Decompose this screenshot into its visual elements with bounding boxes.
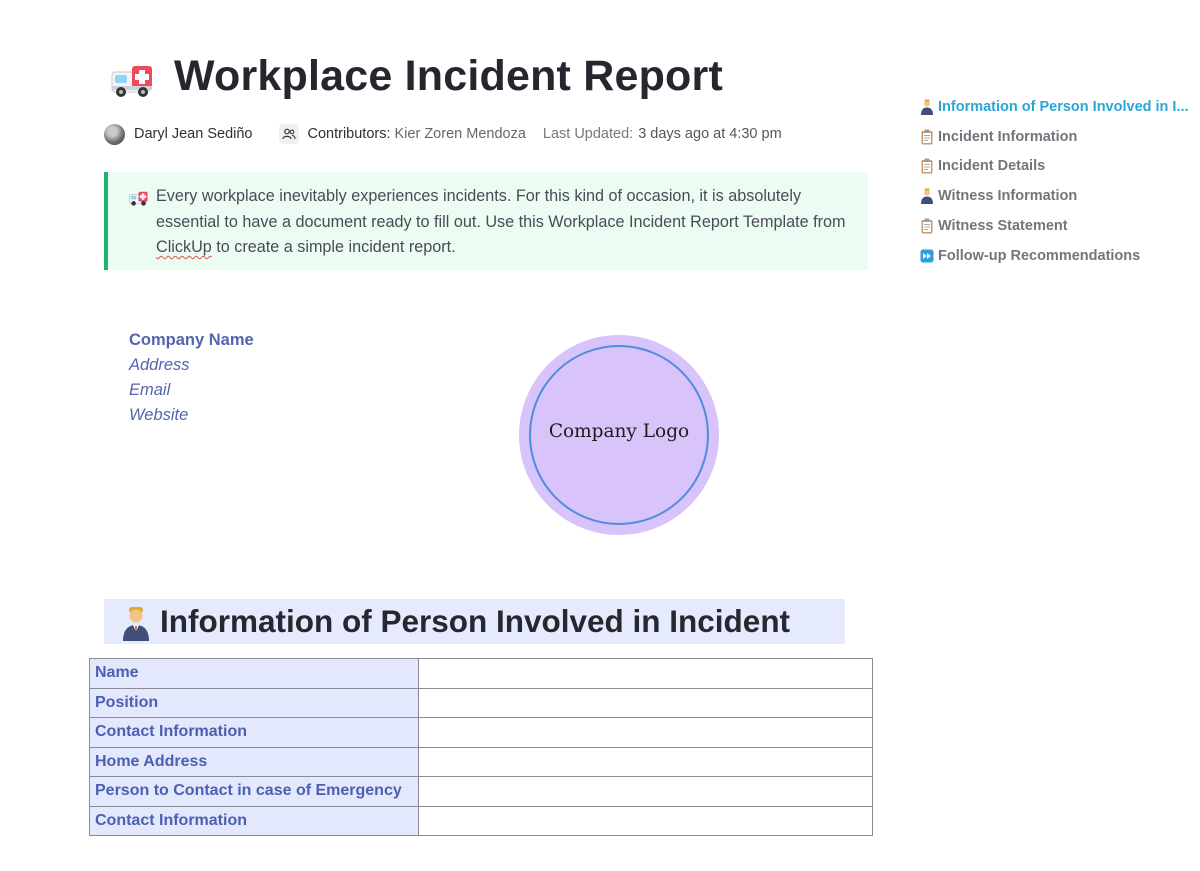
toc-label: Witness Statement [938, 218, 1068, 235]
row-label: Position [90, 688, 419, 718]
row-value-cell[interactable] [419, 659, 873, 689]
company-address: Address [129, 356, 190, 374]
row-value-cell[interactable] [419, 747, 873, 777]
toc-item-incident-details[interactable] [920, 152, 1200, 182]
clickup-link[interactable]: ClickUp [156, 238, 212, 256]
person-info-table [89, 658, 873, 836]
table-row [90, 688, 873, 718]
toc-item-witness-statement[interactable] [920, 211, 1200, 241]
section-title: Information of Person Involved in Incident [160, 603, 791, 639]
person-icon [920, 99, 934, 115]
table-row [90, 718, 873, 748]
row-label: Home Address [90, 747, 419, 777]
toc-item-incident-information[interactable] [920, 122, 1200, 152]
last-updated-label: Last Updated: [542, 126, 634, 142]
row-value-cell[interactable] [419, 806, 873, 836]
toc-item-follow-up-recommendations[interactable] [920, 241, 1200, 271]
toc-item-person-involved[interactable] [920, 92, 1200, 122]
contributors-names[interactable]: Kier Zoren Mendoza [394, 126, 526, 142]
person-icon [920, 188, 934, 204]
callout-text [156, 184, 856, 261]
row-label: Person to Contact in case of Emergency [90, 777, 419, 807]
row-value-cell[interactable] [419, 777, 873, 807]
row-label: Name [90, 659, 419, 689]
toc-label: Witness Information [938, 188, 1078, 205]
company-email: Email [129, 381, 171, 399]
ambulance-icon [128, 189, 150, 207]
table-of-contents [920, 92, 1200, 271]
toc-label: Information of Person Involved in I... [938, 98, 1189, 115]
logo-text: Company Logo [548, 421, 690, 442]
author-name[interactable]: Daryl Jean Sediño [134, 126, 253, 142]
callout-text-start: Every workplace inevitably experiences incidents. For this kind of occasion, it is absolutely essential to have a document ready to fill out. Use this Workplace Incident Report Template from [156, 187, 846, 231]
clipboard-icon [920, 129, 934, 145]
company-name: Company Name [129, 331, 254, 349]
table-row [90, 747, 873, 777]
contributors-label: Contributors: [307, 126, 391, 142]
page-title: Workplace Incident Report [174, 52, 723, 100]
contributors-icon [279, 124, 299, 144]
intro-callout [104, 172, 868, 270]
toc-item-witness-information[interactable] [920, 181, 1200, 211]
company-logo [519, 335, 719, 535]
row-value-cell[interactable] [419, 688, 873, 718]
row-label: Contact Information [90, 806, 419, 836]
section-heading [104, 599, 845, 644]
table-row [90, 777, 873, 807]
callout-text-end: to create a simple incident report. [211, 238, 456, 256]
row-label: Contact Information [90, 718, 419, 748]
clipboard-icon [920, 218, 934, 234]
company-website: Website [129, 406, 189, 424]
toc-label: Incident Information [938, 128, 1078, 145]
toc-label: Follow-up Recommendations [938, 247, 1141, 264]
fast-forward-icon [920, 248, 934, 264]
ambulance-icon [110, 60, 156, 100]
document-meta [104, 122, 782, 146]
last-updated-value: 3 days ago at 4:30 pm [638, 126, 782, 142]
table-row [90, 659, 873, 689]
author-avatar[interactable] [104, 124, 125, 145]
table-row [90, 806, 873, 836]
clipboard-icon [920, 158, 934, 174]
toc-label: Incident Details [938, 158, 1046, 175]
row-value-cell[interactable] [419, 718, 873, 748]
office-worker-icon [120, 605, 152, 641]
